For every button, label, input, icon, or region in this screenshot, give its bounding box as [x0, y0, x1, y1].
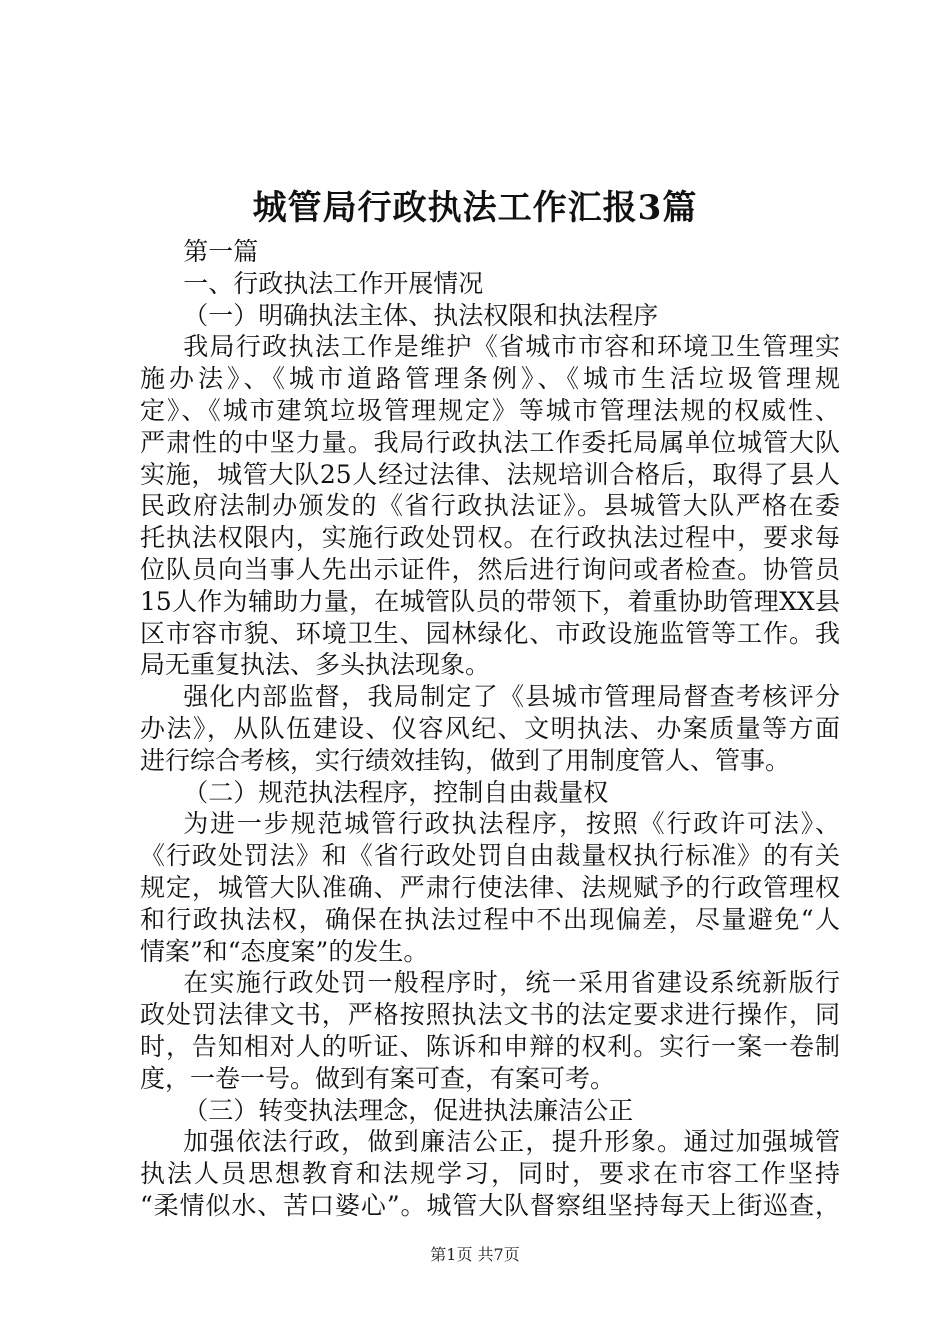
paragraph-line: 强化内部监督，我局制定了《县城市管理局督查考核评分 — [183, 682, 840, 712]
paragraph-line: 《行政处罚法》和《省行政处罚自由裁量权执行标准》的有关 — [140, 841, 840, 871]
paragraph-line: 15人作为辅助力量，在城管队员的带领下，着重协助管理XX县 — [140, 586, 840, 616]
paragraph-line: 区市容市貌、环境卫生、园林绿化、市政设施监管等工作。我 — [140, 618, 840, 648]
document-title: 城管局行政执法工作汇报3篇 — [252, 188, 698, 228]
paragraph-line: 情案”和“态度案”的发生。 — [140, 936, 429, 966]
paragraph-line: （二）规范执法程序，控制自由裁量权 — [183, 777, 609, 807]
paragraph-line: 度，一卷一号。做到有案可查，有案可考。 — [140, 1063, 616, 1093]
paragraph-line: 严肃性的中坚力量。我局行政执法工作委托局属单位城管大队 — [140, 427, 840, 457]
paragraph-line: 办法》，从队伍建设、仪容风纪、文明执法、办案质量等方面 — [140, 713, 840, 743]
document-body — [140, 236, 840, 1222]
paragraph-line: 进行综合考核，实行绩效挂钩，做到了用制度管人、管事。 — [140, 745, 791, 775]
paragraph-line: 政处罚法律文书，严格按照执法文书的法定要求进行操作，同 — [140, 1000, 840, 1030]
paragraph-line: 执法人员思想教育和法规学习，同时，要求在市容工作坚持 — [140, 1159, 840, 1189]
paragraph-line: 定》、《城市建筑垃圾管理规定》等城市管理法规的权威性、 — [140, 395, 840, 425]
paragraph-line: 一、行政执法工作开展情况 — [183, 268, 484, 298]
paragraph-line: 我局行政执法工作是维护《省城市市容和环境卫生管理实 — [183, 332, 840, 362]
paragraph-line: 为进一步规范城管行政执法程序，按照《行政许可法》、 — [183, 809, 840, 839]
paragraph-line: 施办法》、《城市道路管理条例》、《城市生活垃圾管理规 — [140, 364, 840, 394]
paragraph-line: 规定，城管大队准确、严肃行使法律、法规赋予的行政管理权 — [140, 872, 840, 902]
page-footer: 第1页 共7页 — [430, 1245, 520, 1264]
paragraph-line: 在实施行政处罚一般程序时，统一采用省建设系统新版行 — [183, 968, 840, 998]
paragraph-line: （三）转变执法理念，促进执法廉洁公正 — [183, 1095, 634, 1125]
paragraph-line: 位队员向当事人先出示证件，然后进行询问或者检查。协管员 — [140, 554, 840, 584]
paragraph-line: （一）明确执法主体、执法权限和执法程序 — [183, 300, 659, 330]
paragraph-line: 时，告知相对人的听证、陈诉和申辩的权利。实行一案一卷制 — [140, 1031, 840, 1061]
paragraph-line: 局无重复执法、多头执法现象。 — [140, 650, 491, 680]
paragraph-line: 加强依法行政，做到廉洁公正，提升形象。通过加强城管 — [183, 1127, 840, 1157]
paragraph-line: “柔情似水、苦口婆心”。城管大队督察组坚持每天上街巡查， — [140, 1190, 840, 1220]
paragraph-line: 第一篇 — [183, 237, 259, 266]
paragraph-line: 和行政执法权，确保在执法过程中不出现偏差，尽量避免“人 — [140, 904, 840, 934]
paragraph-line: 民政府法制办颁发的《省行政执法证》。县城管大队严格在委 — [140, 491, 840, 521]
paragraph-line: 实施，城管大队25人经过法律、法规培训合格后，取得了县人 — [140, 459, 840, 489]
paragraph-line: 托执法权限内，实施行政处罚权。在行政执法过程中，要求每 — [140, 523, 840, 553]
